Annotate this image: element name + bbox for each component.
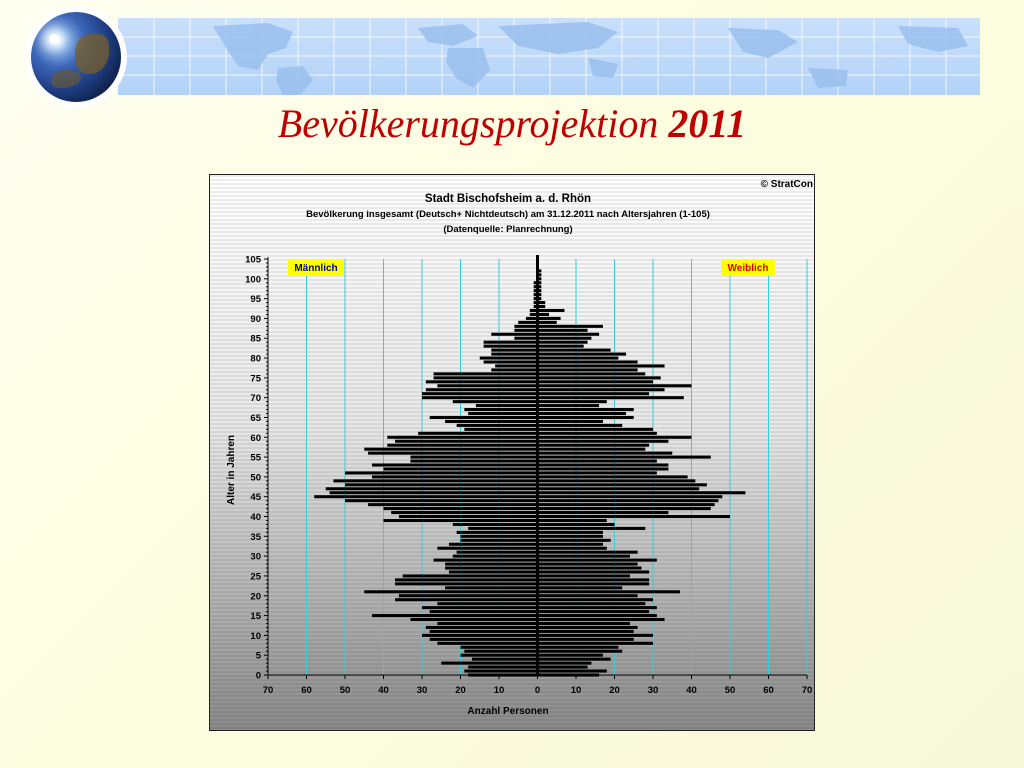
- female-bar: [538, 372, 646, 375]
- male-bar: [399, 515, 538, 518]
- y-tick-label: 40: [250, 512, 261, 524]
- male-bar: [314, 495, 537, 498]
- female-bar: [538, 570, 650, 573]
- female-bar: [538, 305, 546, 308]
- female-bar: [538, 360, 638, 363]
- male-bar: [457, 531, 538, 534]
- female-bar: [538, 392, 650, 395]
- male-bar: [372, 463, 538, 466]
- female-bar: [538, 598, 654, 601]
- female-bar: [538, 408, 634, 411]
- male-bar: [422, 634, 538, 637]
- male-bar: [453, 555, 538, 558]
- male-bar: [472, 658, 537, 661]
- female-bar: [538, 535, 603, 538]
- female-bar: [538, 412, 627, 415]
- male-bar: [387, 444, 537, 447]
- male-bar: [518, 321, 537, 324]
- male-bar: [372, 475, 538, 478]
- male-bar: [484, 345, 538, 348]
- female-bar: [538, 507, 711, 510]
- x-tick-label: 20: [609, 685, 620, 696]
- female-bar: [538, 341, 588, 344]
- male-bar: [434, 372, 538, 375]
- female-bar: [538, 388, 665, 391]
- female-bar: [538, 531, 603, 534]
- male-bar: [372, 614, 538, 617]
- female-bar: [538, 460, 657, 463]
- female-bar: [538, 622, 630, 625]
- male-bar: [430, 638, 538, 641]
- x-tick-label: 50: [339, 685, 351, 696]
- y-tick-label: 60: [250, 432, 261, 444]
- y-tick-label: 25: [250, 571, 261, 583]
- chart-title: Stadt Bischofsheim a. d. Rhön: [424, 193, 592, 205]
- male-bar: [461, 646, 538, 649]
- male-bar: [395, 578, 537, 581]
- female-bar: [538, 563, 638, 566]
- female-bar: [538, 475, 688, 478]
- female-bar: [538, 444, 650, 447]
- female-bar: [538, 543, 603, 546]
- female-bar: [538, 479, 696, 482]
- female-bar: [538, 428, 654, 431]
- female-bar: [538, 539, 611, 542]
- male-bar: [410, 460, 537, 463]
- female-bar: [538, 606, 657, 609]
- x-tick-label: 70: [801, 685, 813, 696]
- female-bar: [538, 511, 669, 514]
- y-tick-label: 75: [250, 373, 261, 385]
- male-bar: [384, 467, 538, 470]
- female-bar: [538, 646, 619, 649]
- female-bar: [538, 602, 646, 605]
- female-bar: [538, 630, 634, 633]
- male-bar: [514, 329, 537, 332]
- female-bar: [538, 273, 542, 276]
- male-bar: [495, 364, 537, 367]
- x-tick-label: 60: [763, 685, 774, 696]
- female-bar: [538, 452, 673, 455]
- male-bar: [445, 566, 537, 569]
- female-bar: [538, 357, 619, 360]
- female-bar: [538, 325, 603, 328]
- female-bar: [538, 329, 588, 332]
- chart-svg: [210, 175, 814, 730]
- male-bar: [434, 376, 538, 379]
- male-bar: [345, 471, 538, 474]
- slide-title-year: 2011: [668, 101, 747, 146]
- y-tick-label: 90: [250, 313, 261, 325]
- y-tick-label: 105: [245, 254, 261, 266]
- male-bar: [368, 452, 537, 455]
- female-bar: [538, 333, 600, 336]
- male-bar: [484, 341, 538, 344]
- female-bar: [538, 321, 557, 324]
- x-tick-label: 0: [534, 685, 541, 696]
- x-tick-label: 30: [647, 685, 659, 696]
- female-bar: [538, 634, 654, 637]
- male-bar: [526, 317, 538, 320]
- female-bar: [538, 467, 669, 470]
- male-bar: [418, 432, 537, 435]
- female-bar: [538, 666, 588, 669]
- y-tick-label: 10: [250, 630, 261, 642]
- male-bar: [461, 654, 538, 657]
- female-bar: [538, 424, 623, 427]
- male-bar: [476, 404, 538, 407]
- male-bar: [445, 586, 537, 589]
- female-bar: [538, 337, 592, 340]
- female-bar: [538, 503, 715, 506]
- male-bar: [457, 551, 538, 554]
- female-bar: [538, 364, 665, 367]
- x-axis: [263, 675, 813, 696]
- x-tick-label: 40: [686, 685, 697, 696]
- female-bar: [538, 650, 623, 653]
- male-bar: [364, 448, 537, 451]
- y-tick-label: 0: [255, 670, 261, 682]
- x-tick-label: 10: [493, 685, 505, 696]
- male-bar: [491, 368, 537, 371]
- male-bar: [422, 396, 538, 399]
- female-bar: [538, 456, 711, 459]
- female-bar: [538, 463, 669, 466]
- y-tick-label: 65: [250, 412, 261, 424]
- female-bar: [538, 495, 723, 498]
- male-bar: [368, 503, 537, 506]
- female-bar: [538, 384, 692, 387]
- male-bar: [514, 337, 537, 340]
- female-bar: [538, 404, 600, 407]
- female-legend-label: Weiblich: [727, 263, 769, 274]
- x-tick-label: 20: [455, 685, 466, 696]
- male-bar: [345, 483, 538, 486]
- x-axis-label: Anzahl Personen: [467, 706, 549, 717]
- x-tick-label: 60: [301, 685, 312, 696]
- world-map-banner: [118, 18, 980, 95]
- female-bar: [538, 345, 584, 348]
- female-bar: [538, 400, 607, 403]
- y-tick-label: 5: [255, 650, 261, 662]
- chart-copyright: © StratCon: [760, 179, 813, 190]
- female-bar: [538, 313, 550, 316]
- female-bar: [538, 368, 638, 371]
- male-bar: [441, 662, 537, 665]
- y-tick-label: 35: [250, 531, 261, 543]
- female-bar: [538, 269, 542, 272]
- female-bar: [538, 662, 592, 665]
- male-bar: [457, 424, 538, 427]
- female-bar: [538, 658, 611, 661]
- female-bar: [538, 317, 561, 320]
- male-bar: [422, 606, 538, 609]
- female-bar: [538, 594, 638, 597]
- female-bar: [538, 499, 719, 502]
- male-bar: [437, 602, 537, 605]
- male-bar: [461, 539, 538, 542]
- male-bar: [468, 412, 537, 415]
- male-bar: [437, 547, 537, 550]
- y-tick-label: 50: [250, 472, 261, 484]
- female-bar: [538, 281, 542, 284]
- x-tick-label: 40: [378, 685, 389, 696]
- y-tick-label: 55: [250, 452, 261, 464]
- female-bar: [538, 293, 542, 296]
- globe-logo: [31, 12, 121, 102]
- y-tick-label: 100: [245, 274, 261, 286]
- male-bar: [434, 559, 538, 562]
- female-bar: [538, 574, 630, 577]
- female-bar: [538, 440, 669, 443]
- female-bar: [538, 436, 692, 439]
- male-bar: [426, 380, 538, 383]
- female-bar: [538, 376, 661, 379]
- female-bar: [538, 582, 650, 585]
- female-bar: [538, 551, 638, 554]
- male-bar: [464, 408, 537, 411]
- male-bar: [426, 388, 538, 391]
- female-bar: [538, 491, 746, 494]
- female-bar: [538, 289, 542, 292]
- male-bar: [345, 499, 538, 502]
- female-bar: [538, 654, 603, 657]
- female-bar: [538, 519, 607, 522]
- x-tick-label: 30: [416, 685, 428, 696]
- female-bar: [538, 559, 657, 562]
- female-bar: [538, 547, 607, 550]
- female-bar: [538, 590, 680, 593]
- female-bar: [538, 523, 615, 526]
- male-bar: [464, 670, 537, 673]
- slide-title-text: Bevölkerungsprojektion: [277, 101, 659, 146]
- male-bar: [410, 618, 537, 621]
- female-bar: [538, 614, 657, 617]
- female-bar: [538, 515, 731, 518]
- slide-title: [0, 100, 1024, 147]
- female-bar: [538, 555, 630, 558]
- male-bar: [449, 543, 538, 546]
- world-map-image: [118, 18, 980, 95]
- female-bar: [538, 416, 634, 419]
- y-tick-label: 45: [250, 492, 261, 504]
- female-bar: [538, 309, 565, 312]
- female-bar: [538, 487, 700, 490]
- male-bar: [391, 511, 537, 514]
- male-bar: [430, 610, 538, 613]
- male-bar: [445, 420, 537, 423]
- male-bar: [514, 325, 537, 328]
- male-bar: [464, 650, 537, 653]
- female-bar: [538, 527, 646, 530]
- y-axis-label: Alter in Jahren: [226, 434, 237, 506]
- female-bar: [538, 277, 542, 280]
- female-bar: [538, 380, 654, 383]
- male-bar: [491, 333, 537, 336]
- chart-subtitle: Bevölkerung insgesamt (Deutsch+ Nichtdeutsch) am 31.12.2011 nach Altersjahren (1-105): [306, 209, 710, 220]
- female-bar: [538, 638, 634, 641]
- female-bar: [538, 297, 542, 300]
- male-bar: [461, 535, 538, 538]
- male-bar: [330, 491, 538, 494]
- male-bar: [468, 666, 537, 669]
- female-bar: [538, 301, 546, 304]
- female-bar: [538, 353, 627, 356]
- male-bar: [484, 360, 538, 363]
- male-bar: [430, 630, 538, 633]
- y-tick-label: 95: [250, 294, 261, 306]
- y-tick-label: 80: [250, 353, 261, 365]
- x-tick-label: 10: [570, 685, 582, 696]
- male-bar: [326, 487, 538, 490]
- female-bar: [538, 566, 642, 569]
- y-tick-label: 15: [250, 611, 261, 623]
- x-tick-label: 50: [724, 685, 736, 696]
- male-bar: [333, 479, 537, 482]
- female-bar: [538, 642, 654, 645]
- male-bar: [437, 384, 537, 387]
- female-bar: [538, 626, 638, 629]
- male-bar: [384, 507, 538, 510]
- female-bar: [538, 285, 542, 288]
- male-legend-label: Männlich: [294, 263, 338, 274]
- male-bar: [430, 416, 538, 419]
- y-tick-label: 85: [250, 333, 261, 345]
- male-bar: [437, 622, 537, 625]
- female-bar: [538, 586, 623, 589]
- female-bar: [538, 578, 650, 581]
- male-bar: [453, 400, 538, 403]
- y-tick-label: 30: [250, 551, 261, 563]
- female-bar: [538, 448, 646, 451]
- male-bar: [468, 527, 537, 530]
- male-bar: [422, 392, 538, 395]
- male-bar: [399, 594, 538, 597]
- male-bar: [491, 353, 537, 356]
- male-bar: [426, 626, 538, 629]
- female-bar: [538, 610, 650, 613]
- y-tick-label: 70: [250, 393, 261, 405]
- male-bar: [387, 436, 537, 439]
- female-bar: [538, 420, 603, 423]
- male-bar: [480, 357, 538, 360]
- population-pyramid-chart: [209, 174, 815, 731]
- male-bar: [449, 570, 538, 573]
- male-bar: [395, 598, 537, 601]
- male-bar: [491, 349, 537, 352]
- female-bar: [538, 349, 611, 352]
- male-bar: [410, 456, 537, 459]
- x-tick-label: 70: [262, 685, 274, 696]
- female-bar: [538, 432, 657, 435]
- female-bar: [538, 396, 684, 399]
- male-bar: [445, 563, 537, 566]
- male-bar: [395, 440, 537, 443]
- female-bar: [538, 618, 665, 621]
- y-tick-label: 20: [250, 591, 261, 603]
- male-bar: [464, 428, 537, 431]
- female-bar: [538, 670, 607, 673]
- male-bar: [364, 590, 537, 593]
- female-bar: [538, 471, 657, 474]
- female-bar: [538, 483, 707, 486]
- male-bar: [403, 574, 538, 577]
- male-bar: [384, 519, 538, 522]
- chart-source: (Datenquelle: Planrechnung): [443, 224, 573, 235]
- male-bar: [395, 582, 537, 585]
- male-bar: [453, 523, 538, 526]
- male-bar: [437, 642, 537, 645]
